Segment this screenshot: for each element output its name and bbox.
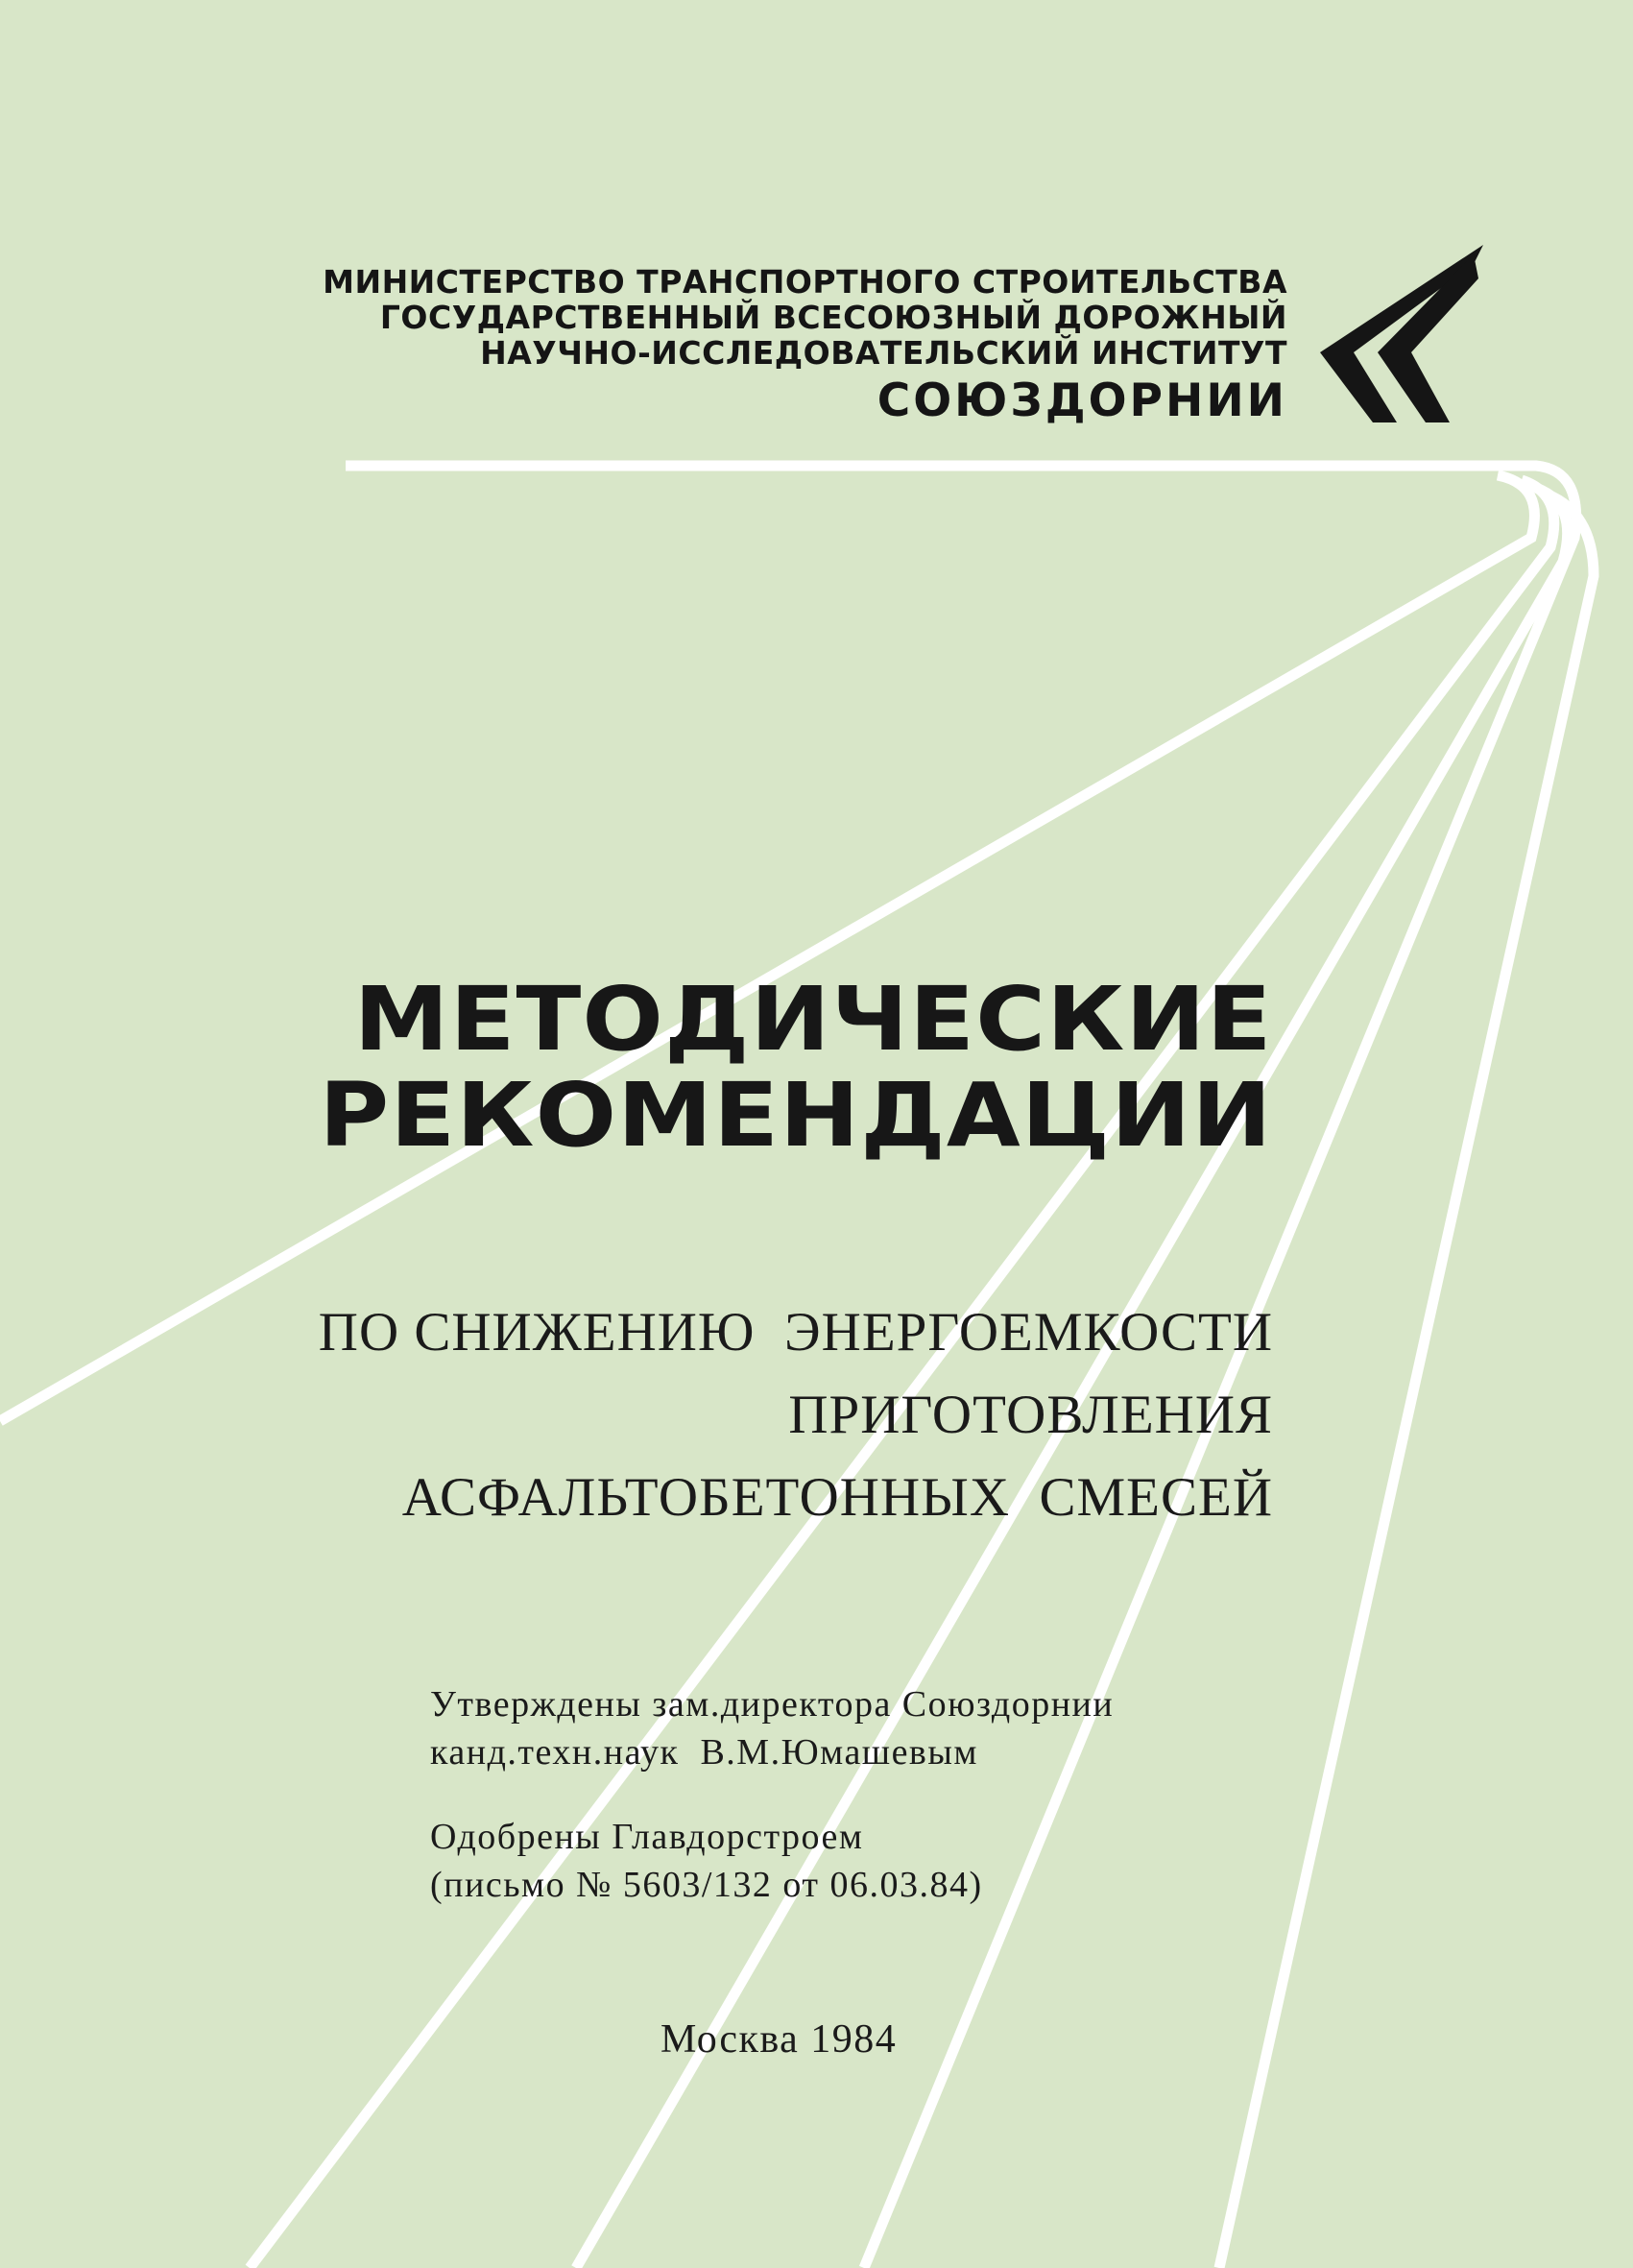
title-line2: РЕКОМЕНДАЦИИ xyxy=(319,1064,1273,1167)
approval-line2: канд.техн.наук В.М.Юмашевым xyxy=(430,1732,978,1773)
ministry-name: МИНИСТЕРСТВО ТРАНСПОРТНОГО СТРОИТЕЛЬСТВА xyxy=(323,263,1287,301)
approval-notes xyxy=(430,1680,1114,1909)
publisher-block xyxy=(323,264,1287,428)
subtitle-line1: ПО СНИЖЕНИЮ ЭНЕРГОЕМКОСТИ xyxy=(318,1302,1273,1363)
institute-name-line2: НАУЧНО-ИССЛЕДОВАТЕЛЬСКИЙ ИНСТИТУТ xyxy=(480,334,1287,372)
brand-name: СОЮЗДОРНИИ xyxy=(877,374,1287,427)
title-line1: МЕТОДИЧЕСКИЕ xyxy=(354,968,1273,1071)
subtitle-line2: ПРИГОТОВЛЕНИЯ xyxy=(788,1385,1273,1445)
spacer xyxy=(430,1776,1114,1813)
approval-line4: (письмо № 5603/132 от 06.03.84) xyxy=(430,1865,983,1905)
city-year: Москва 1984 xyxy=(660,2017,898,2062)
approval-line3: Одобрены Главдорстроем xyxy=(430,1817,864,1857)
document-subtitle xyxy=(319,1291,1273,1539)
approval-line1: Утверждены зам.директора Союздорнии xyxy=(430,1684,1115,1725)
institute-name-line1: ГОСУДАРСТВЕННЫЙ ВСЕСОЮЗНЫЙ ДОРОЖНЫЙ xyxy=(379,299,1287,336)
subtitle-line3: АСФАЛЬТОБЕТОННЫХ СМЕСЕЙ xyxy=(401,1467,1273,1528)
soyuzdornii-logo-icon xyxy=(1320,245,1493,422)
document-title xyxy=(319,968,1273,1167)
